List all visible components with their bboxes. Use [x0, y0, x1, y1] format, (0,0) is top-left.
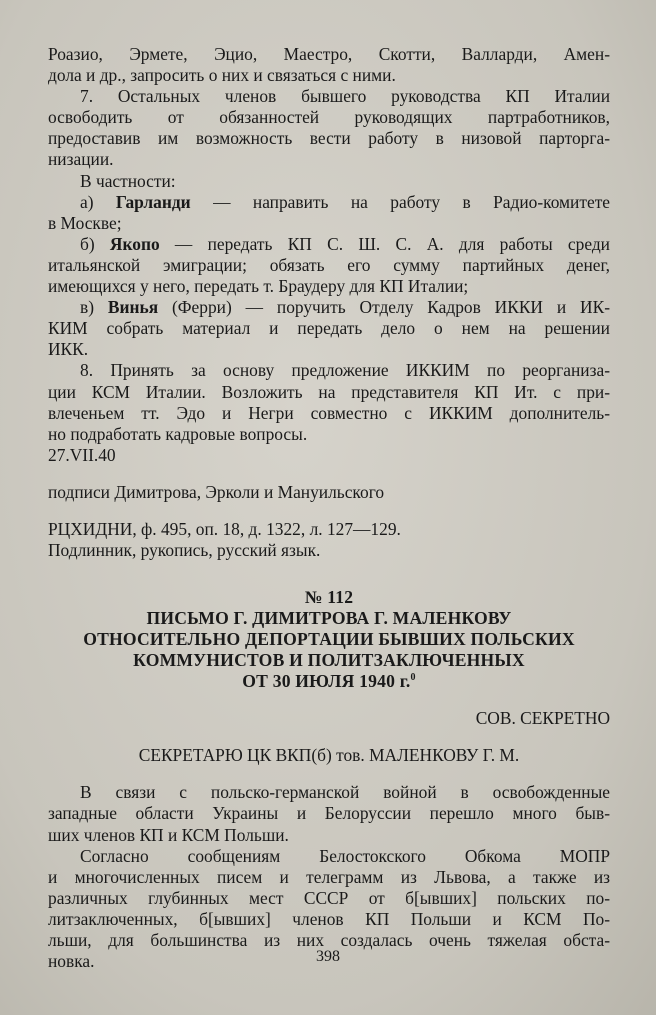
- text-line: РЦХИДНИ, ф. 495, оп. 18, д. 1322, л. 127—129.: [48, 518, 401, 539]
- text-line: Согласно сообщениям Белостокского Обкома МОПР: [80, 845, 610, 866]
- text-line: в) Винья (Ферри) — поручить Отделу Кадров ИККИ и ИК-: [80, 297, 611, 318]
- text-line: 7. Остальных членов бывшего руководства КП Италии: [80, 86, 610, 107]
- text-line: ции КСМ Италии. Возложить на представителя КП Ит. с при-: [48, 381, 610, 402]
- text-line: западные области Украины и Белоруссии перешло много быв-: [48, 803, 610, 824]
- text-line: предоставив им возможность вести работу в низовой парторга-: [48, 128, 610, 149]
- text-line: дола и др., запросить о них и связаться с ними.: [48, 65, 396, 86]
- page-text: [48, 44, 610, 972]
- date-line: 27.VII.40: [48, 444, 116, 465]
- text-line: и многочисленных писем и телеграмм из Львова, а также из: [48, 866, 610, 887]
- text-line: новка.: [48, 951, 95, 972]
- page-number: 398: [316, 948, 340, 965]
- classification-stamp: СОВ. СЕКРЕТНО: [475, 708, 610, 729]
- text-line: КИМ собрать материал и передать дело о нем на решении: [48, 318, 610, 339]
- item-7-paragraph: [48, 86, 610, 170]
- name-garlandi: Гарланди: [115, 191, 191, 212]
- signatures-line: подписи Димитрова, Эрколи и Мануильского: [48, 481, 385, 502]
- in-particular-line: [48, 171, 610, 192]
- name-vinya: Винья: [107, 297, 159, 318]
- addressee-line: СЕКРЕТАРЮ ЦК ВКП(б) тов. МАЛЕНКОВУ Г. М.: [138, 745, 520, 766]
- text-line: низации.: [48, 149, 114, 170]
- letter-paragraph-1: [48, 782, 610, 845]
- document-heading: [48, 587, 610, 692]
- text-line: 8. Принять за основу предложение ИККИМ по реорганиза-: [80, 360, 610, 381]
- item-8-paragraph: [48, 360, 610, 444]
- footnote-marker: 0: [410, 672, 416, 684]
- text-line: имеющихся у него, передать т. Браудеру для КП Италии;: [48, 276, 469, 297]
- archive-reference: [48, 519, 610, 561]
- name-yakopo: Якопо: [109, 233, 160, 254]
- text-line: различных глубинных мест СССР от б[ывших] польских по-: [48, 887, 610, 908]
- text-line: В связи с польско-германской войной в освобожденные: [80, 782, 610, 803]
- sub-item-b: [48, 234, 610, 297]
- intro-paragraph: [48, 44, 610, 86]
- text-line: льши, для большинства из них создалась очень тяжелая обста-: [48, 930, 610, 950]
- text-line: Подлинник, рукопись, русский язык.: [48, 540, 321, 561]
- document-title-line: ОТНОСИТЕЛЬНО ДЕПОРТАЦИИ БЫВШИХ ПОЛЬСКИХ: [83, 629, 575, 650]
- text-line: б) Якопо — передать КП С. Ш. С. А. для работы среди: [80, 233, 610, 254]
- document-title-line: ОТ 30 ИЮЛЯ 1940 г.$^0$: [242, 671, 416, 692]
- text-line: влеченьем тт. Эдо и Негри совместно с ИККИМ дополнитель-: [48, 402, 610, 423]
- text-line: литзаключенных, б[ывших] членов КП Польши и КСМ По-: [48, 908, 610, 929]
- text-line: итальянской эмиграции; обязать его сумму партийных денег,: [48, 254, 610, 275]
- text-line: но подработать кадровые вопросы.: [48, 423, 308, 444]
- text-line: а) Гарланди — направить на работу в Радио-комитете: [80, 191, 611, 212]
- text-line: ИКК.: [48, 339, 89, 360]
- document-number: № 112: [304, 587, 354, 608]
- sub-item-c: [48, 297, 610, 360]
- text-line: освободить от обязанностей руководящих партработников,: [48, 107, 610, 128]
- text-line: Роазио, Эрмете, Эцио, Маестро, Скотти, Валларди, Амен-: [48, 44, 610, 64]
- text-line: В частности:: [80, 170, 176, 191]
- text-line: в Москве;: [48, 212, 122, 233]
- sub-item-a: [48, 192, 610, 234]
- document-title-line: ПИСЬМО Г. ДИМИТРОВА Г. МАЛЕНКОВУ: [146, 608, 512, 629]
- text-line: ших членов КП и КСМ Польши.: [48, 824, 289, 845]
- document-title-line: КОММУНИСТОВ И ПОЛИТЗАКЛЮЧЕННЫХ: [133, 650, 525, 671]
